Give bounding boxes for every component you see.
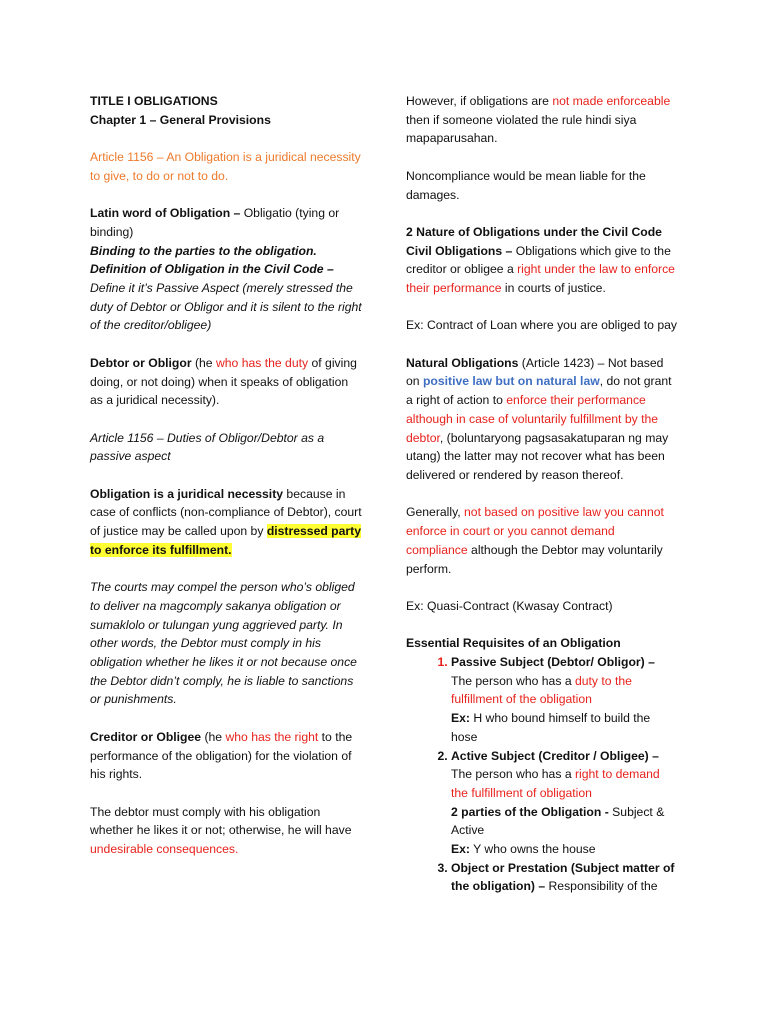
list-item: 3. Object or Prestation (Subject matter of the obligation) – Responsibility of the <box>451 859 678 896</box>
generally-paragraph: Generally, not based on positive law you cannot enforce in court or you cannot demand compliance although the Debtor may voluntarily perform. <box>406 505 664 576</box>
definition-text: Define it it’s Passive Aspect (merely stressed the duty of Debtor or Obligor and it is silent to the right of the creditor/obligee) <box>90 281 362 333</box>
requisites-heading: Essential Requisites of an Obligation <box>406 636 621 651</box>
left-column <box>90 92 362 877</box>
juridical-necessity-paragraph: Obligation is a juridical necessity because in case of conflicts (non-compliance of Debtor), court of justice may be called upon by distressed party to enforce its fulfillment. <box>90 486 362 557</box>
nature-heading: 2 Nature of Obligations under the Civil Code <box>406 224 662 239</box>
civil-obligations-paragraph: Civil Obligations – Obligations which give to the creditor or obligee a right under the law to enforce their performance in courts of justice. <box>406 243 675 295</box>
binding-note: Binding to the parties to the obligation. <box>90 243 317 258</box>
however-paragraph: However, if obligations are not made enforceable then if someone violated the rule hindi siya mapaparusahan. <box>406 94 671 146</box>
natural-obligations-paragraph: Natural Obligations (Article 1423) – Not based on positive law but on natural law, do not grant a right of action to enforce their performance although in case of voluntarily fulfillment by the debtor, (boluntaryong pagsasakatuparan ng may utang) the latter may not recover what has been delivered or rendered by reason thereof. <box>406 355 672 482</box>
example-loan: Ex: Contract of Loan where you are obliged to pay <box>406 318 677 333</box>
debtor-paragraph: Debtor or Obligor (he who has the duty of giving doing, or not doing) when it speaks of obligation as a juridical necessity). <box>90 355 357 408</box>
definition-label: Definition of Obligation in the Civil Code – <box>90 262 334 277</box>
list-item: 1. Passive Subject (Debtor/ Obligor) – The person who has a duty to the fulfillment of the obligation Ex: H who bound himself to build the hose <box>451 653 678 747</box>
creditor-paragraph: Creditor or Obligee (he who has the right to the performance of the obligation) for the violation of his rights. <box>90 729 353 782</box>
list-item: 2. Active Subject (Creditor / Obligee) – The person who has a right to demand the fulfillment of obligation 2 parties of the Obligation - Subject & Active Ex: Y who owns the house <box>451 747 678 859</box>
requisites-list <box>406 653 678 896</box>
comply-paragraph: The debtor must comply with his obligation whether he likes it or not; otherwise, he will have undesirable consequences. <box>90 804 352 856</box>
highlighted-text: distressed party to enforce its fulfillment. <box>90 524 361 557</box>
title: TITLE I OBLIGATIONS <box>90 94 218 108</box>
article-duties: Article 1156 – Duties of Obligor/Debtor as a passive aspect <box>90 430 325 464</box>
noncompliance-paragraph: Noncompliance would be mean liable for the damages. <box>406 168 646 202</box>
chapter-heading: Chapter 1 – General Provisions <box>90 112 271 127</box>
courts-paragraph: The courts may compel the person who’s obliged to deliver na magcomply sakanya obligation or sumaklolo or tulungan yung aggrieved party. In other words, the Debtor must comply in his obligation whether he likes it or not because once the Debtor didn’t comply, he is liable to sanctions or punishments. <box>90 580 357 707</box>
right-column <box>406 92 678 896</box>
article-1156: Article 1156 – An Obligation is a juridical necessity to give, to do or not to do. <box>90 150 361 183</box>
latin-word: Latin word of Obligation – Obligatio (tying or binding) <box>90 206 340 239</box>
example-quasi-contract: Ex: Quasi-Contract (Kwasay Contract) <box>406 598 613 613</box>
